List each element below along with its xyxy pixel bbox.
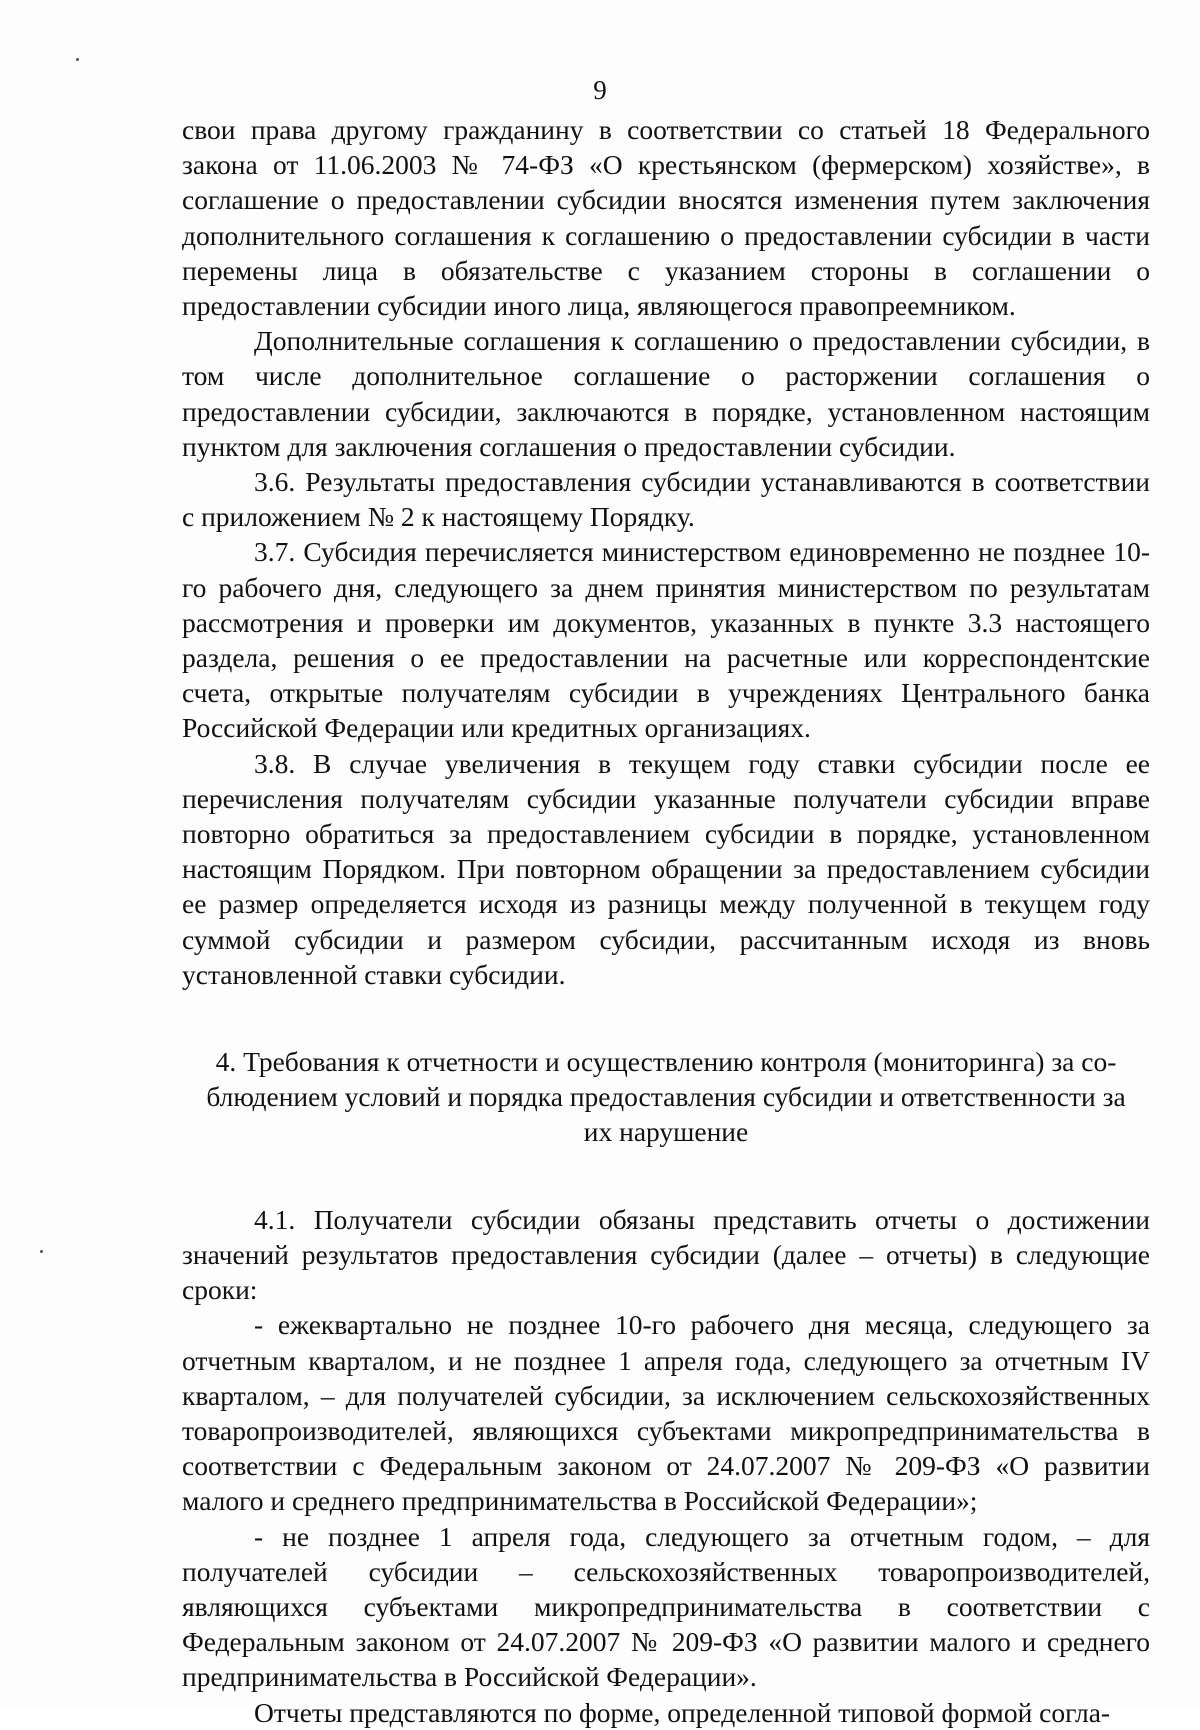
paragraph-3-6: 3.6. Результаты предоставления субсидии устанавливаются в соответствии с приложением № 2 к настоящему Порядку. bbox=[182, 466, 1150, 533]
section-heading bbox=[182, 1044, 1150, 1150]
section-heading-line: их нарушение bbox=[583, 1116, 749, 1148]
paragraph-4-1: 4.1. Получатели субсидии обязаны представить отчеты о достижении значений результатов предоставления субсидии (далее – отчеты) в следующие сроки: bbox=[182, 1203, 1150, 1306]
section-heading-line: блюдением условий и порядка предоставления субсидии и ответственности за bbox=[206, 1081, 1126, 1113]
paragraph-3-7: 3.7. Субсидия перечисляется министерством единовременно не позднее 10-го рабочего дня, следующего за днем принятия министерством по результатам рассмотрения и проверки им документов, указанных в пункте 3.3 настоящего раздела, решения о ее предоставлении на расчетные или корреспондентские счета, открытые получателям субсидии в учреждениях Центрального банка Российской Федерации или кредитных организациях. bbox=[182, 536, 1150, 744]
paragraph-3-8: 3.8. В случае увеличения в текущем году ставки субсидии после ее перечисления получателям субсидии указанные получатели субсидии вправе повторно обратиться за предоставлением субсидии в порядке, установленном настоящим Порядком. При повторном обращении за предоставлением субсидии ее размер определяется исходя из разницы между полученной в текущем году суммой субсидии и размером субсидии, рассчитанным исходя из вновь установленной ставки субсидии. bbox=[182, 747, 1150, 990]
paragraph-continuation: свои права другому гражданину в соответствии со статьей 18 Федерального закона от 11.06.2003 № 74-ФЗ «О крестьянском (фермерском) хозяйстве», в соглашение о предоставлении субсидии вносятся изменения путем заключения дополнительного соглашения к соглашению о предоставлении субсидии в части перемены лица в обязательстве с указанием стороны в соглашении о предоставлении субсидии иного лица, являющегося правопреемником. bbox=[182, 114, 1150, 322]
page-number: 9 bbox=[593, 75, 607, 105]
list-item-quarterly: - ежеквартально не позднее 10-го рабочего дня месяца, следующего за отчетным кварталом, и не позднее 1 апреля года, следующего за отчетным IV кварталом, – для получателей субсидии, за исключением сельскохозяйственных товаропроизводителей, являющихся субъектами микропредпринимательства в соответствии с Федеральным законом от 24.07.2007 № 209-ФЗ «О развитии малого и среднего предпринимательства в Российской Федерации»; bbox=[182, 1309, 1150, 1517]
scan-speck bbox=[40, 1250, 43, 1253]
list-item-annual: - не позднее 1 апреля года, следующего за отчетным годом, – для получателей субсидии – сельскохозяйственных товаропроизводителей, являющихся субъектами микропредпринимательства в соответствии с Федеральным законом от 24.07.2007 № 209-ФЗ «О развитии малого и среднего предпринимательства в Российской Федерации». bbox=[182, 1520, 1150, 1693]
scan-speck bbox=[76, 58, 79, 61]
document-body bbox=[182, 112, 1150, 1730]
paragraph-reports-form: Отчеты представляются по форме, определенной типовой формой согла- bbox=[254, 1696, 1111, 1728]
paragraph-additional-agreements: Дополнительные соглашения к соглашению о предоставлении субсидии, в том числе дополнительное соглашение о расторжении соглашения о предоставлении субсидии, заключаются в порядке, установленном настоящим пунктом для заключения соглашения о предоставлении субсидии. bbox=[182, 325, 1150, 462]
section-heading-line: 4. Требования к отчетности и осуществлению контроля (мониторинга) за со- bbox=[215, 1046, 1117, 1078]
